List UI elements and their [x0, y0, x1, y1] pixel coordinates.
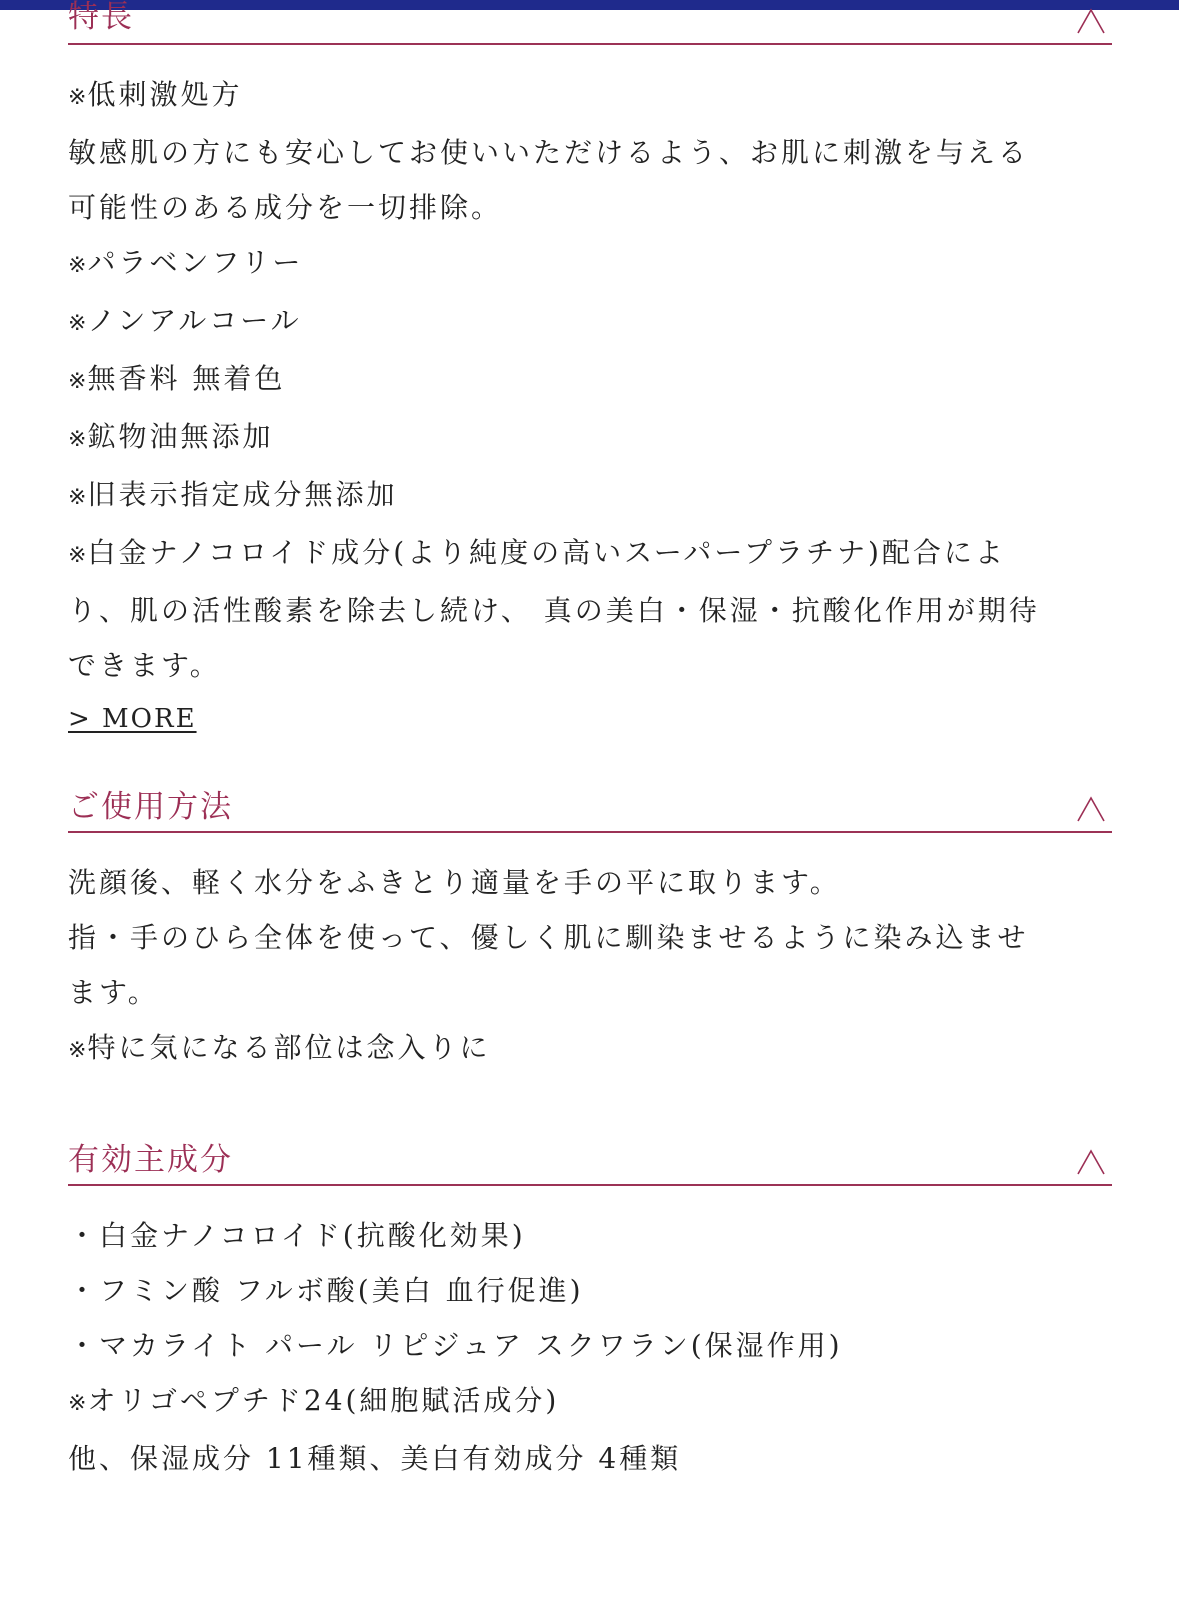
features-line-text: 旧表示指定成分無添加: [87, 478, 398, 511]
caret-up-icon[interactable]: [1076, 795, 1106, 823]
features-line-text: 無香料 無着色: [87, 362, 286, 395]
reference-mark: ※: [68, 311, 87, 336]
features-line-text: 鉱物油無添加: [87, 420, 274, 453]
ingredients-line: [68, 1263, 1112, 1318]
usage-line: [68, 965, 1112, 1020]
features-line: [68, 125, 1112, 180]
usage-line: [68, 855, 1112, 910]
features-line-text: 白金ナノコロイド成分(より純度の高いスーパープラチナ)配合によ: [87, 536, 1006, 569]
usage-body: [68, 833, 1112, 1078]
features-line: [68, 583, 1112, 638]
features-line-text: ノンアルコール: [87, 304, 302, 337]
ingredients-line: [68, 1208, 1112, 1263]
features-section: [68, 0, 1112, 739]
usage-line: [68, 1020, 1112, 1078]
reference-mark: ※: [68, 543, 87, 568]
features-line: [68, 351, 1112, 409]
usage-line-text: 特に気になる部位は念入りに: [87, 1031, 491, 1064]
caret-up-icon[interactable]: [1076, 1148, 1106, 1176]
features-line-text: パラベンフリー: [87, 246, 304, 279]
caret-up-icon[interactable]: [1076, 7, 1106, 35]
reference-mark: ※: [68, 253, 87, 278]
usage-title: ご使用方法: [68, 789, 233, 825]
usage-line-text: 指・手のひら全体を使って、優しく肌に馴染ませるように染み込ませ: [68, 921, 1029, 954]
features-line: [68, 180, 1112, 235]
ingredients-line-text: ・マカライト パール リピジュア スクワラン(保湿作用): [68, 1329, 843, 1362]
ingredients-line: [68, 1318, 1112, 1373]
features-line-text: 低刺激処方: [87, 78, 243, 111]
reference-mark: ※: [68, 1391, 87, 1416]
more-link[interactable]: > MORE: [68, 704, 197, 734]
ingredients-line-text: ・フミン酸 フルボ酸(美白 血行促進): [68, 1274, 584, 1307]
features-line: [68, 525, 1112, 583]
features-body: [68, 45, 1112, 693]
features-line-text: り、肌の活性酸素を除去し続け、 真の美白・保湿・抗酸化作用が期待: [68, 594, 1040, 627]
features-header[interactable]: [68, 0, 1112, 45]
features-line: [68, 235, 1112, 293]
usage-line-text: ます。: [68, 976, 159, 1009]
ingredients-line-text: ・白金ナノコロイド(抗酸化効果): [68, 1219, 526, 1252]
features-line: [68, 638, 1112, 693]
features-line-text: 可能性のある成分を一切排除。: [68, 191, 503, 224]
reference-mark: ※: [68, 85, 87, 110]
ingredients-header[interactable]: [68, 1138, 1112, 1186]
ingredients-line: [68, 1373, 1112, 1431]
usage-section: [68, 786, 1112, 1078]
ingredients-line-text: オリゴペプチド24(細胞賦活成分): [87, 1384, 560, 1417]
usage-line: [68, 910, 1112, 965]
reference-mark: ※: [68, 369, 87, 394]
ingredients-body: [68, 1186, 1112, 1486]
ingredients-section: [68, 1138, 1112, 1486]
features-line: [68, 293, 1112, 351]
features-line-text: 敏感肌の方にも安心してお使いいただけるよう、お肌に刺激を与える: [68, 136, 1030, 169]
ingredients-title: 有効主成分: [68, 1142, 233, 1178]
usage-header[interactable]: [68, 786, 1112, 833]
features-line: [68, 409, 1112, 467]
ingredients-line: [68, 1431, 1112, 1486]
features-line-text: できます。: [68, 649, 221, 682]
features-line: [68, 467, 1112, 525]
features-title: 特長: [68, 0, 134, 35]
ingredients-line-text: 他、保湿成分 11種類、美白有効成分 4種類: [68, 1442, 682, 1475]
reference-mark: ※: [68, 427, 87, 452]
features-line: [68, 67, 1112, 125]
usage-line-text: 洗顔後、軽く水分をふきとり適量を手の平に取ります。: [68, 866, 841, 899]
reference-mark: ※: [68, 485, 87, 510]
reference-mark: ※: [68, 1038, 87, 1063]
